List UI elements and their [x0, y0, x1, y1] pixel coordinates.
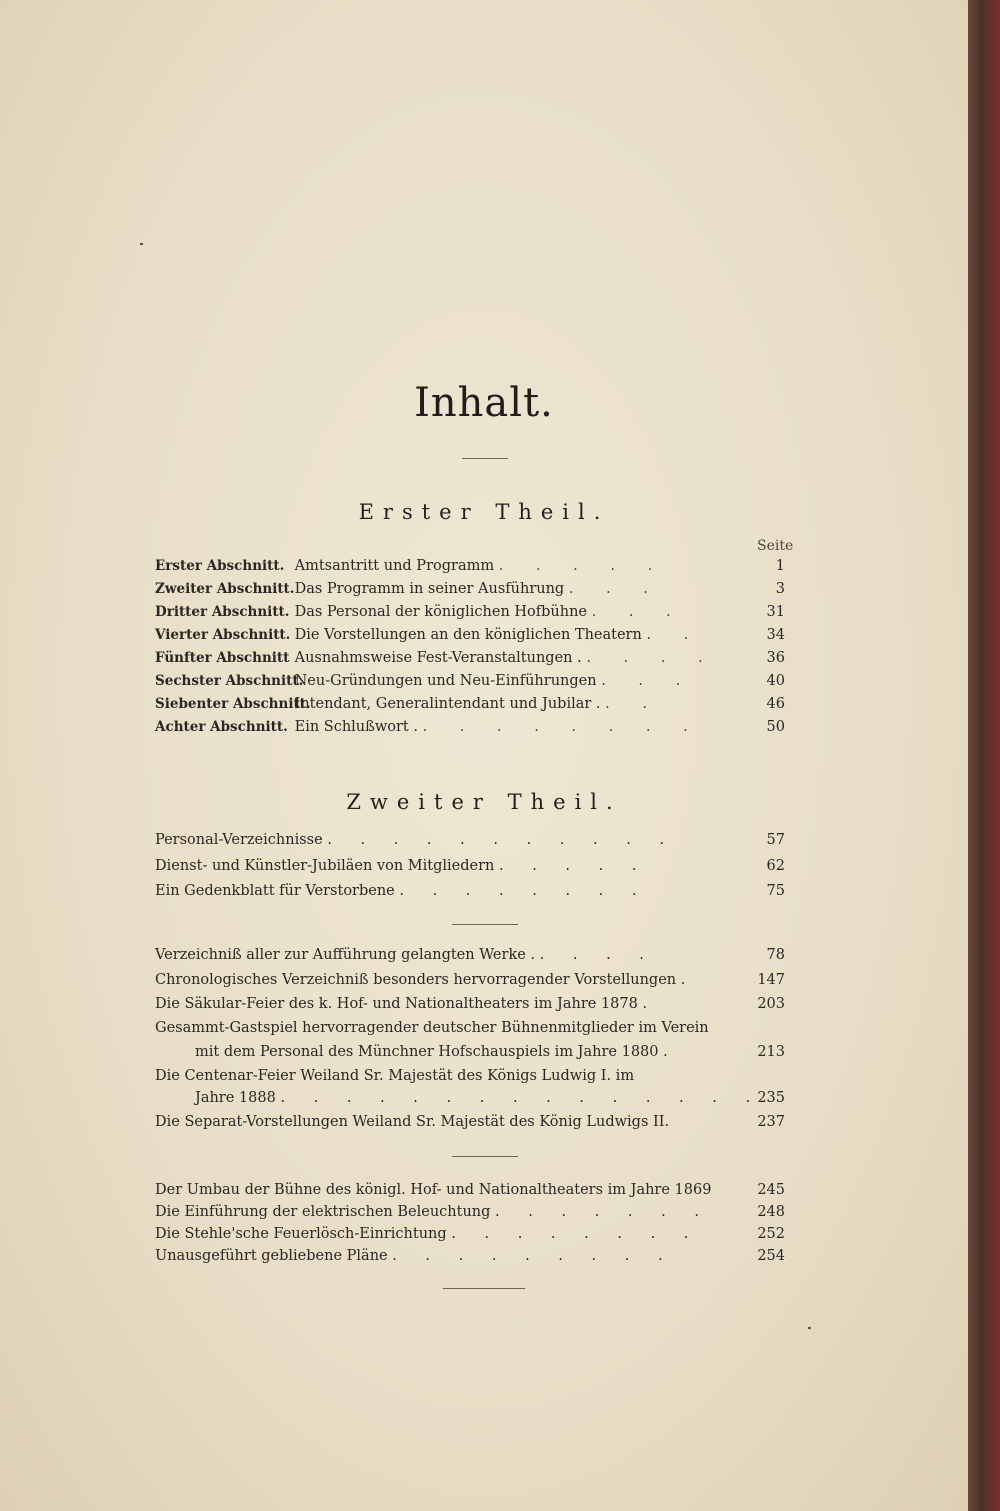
- section-title: Ein Schlußwort .: [294, 719, 418, 735]
- section-label: Vierter Abschnitt.: [155, 627, 291, 643]
- leader-dots: . . .: [568, 581, 662, 597]
- leader-dots: . . . . . . . .: [399, 883, 649, 899]
- toc-entry: [155, 969, 785, 991]
- toc-entry: [155, 647, 785, 669]
- book-spine-edge: [968, 0, 1000, 1511]
- closing-divider: [443, 1288, 525, 1289]
- page-number: 34: [766, 627, 785, 643]
- page-number: 252: [757, 1226, 785, 1242]
- entry-title: Chronologisches Verzeichniß besonders hervorragender Vorstellungen: [155, 972, 677, 988]
- toc-entry: [155, 1179, 785, 1201]
- entry-title: Jahre 1888: [195, 1090, 276, 1106]
- section-title: Neu-Gründungen und Neu-Einführungen: [294, 673, 597, 689]
- section-label: Zweiter Abschnitt.: [155, 581, 295, 597]
- entry-title: Verzeichniß aller zur Aufführung gelangten Werke .: [155, 947, 536, 963]
- toc-entry: [155, 624, 785, 646]
- leader-dots: . . . . .: [498, 858, 649, 874]
- page-number: 254: [757, 1248, 785, 1264]
- entry-title: Gesammt-Gastspiel hervorragender deutscher Bühnenmitglieder im Verein: [155, 1020, 709, 1036]
- page-number: 248: [757, 1204, 785, 1220]
- toc-entry: [155, 670, 785, 692]
- toc-entry: [155, 555, 785, 577]
- toc-entry: [155, 855, 785, 877]
- page-number: 237: [757, 1114, 785, 1130]
- part1-heading: Erster Theil.: [358, 500, 610, 524]
- page-number: 78: [766, 947, 785, 963]
- toc-entry: [155, 1245, 785, 1267]
- leader-dots: . . . . . . .: [495, 1204, 711, 1220]
- section-label: Siebenter Abschnitt.: [155, 696, 311, 712]
- page-number: 46: [766, 696, 785, 712]
- section-label: Dritter Abschnitt.: [155, 604, 290, 620]
- print-mark: [140, 243, 143, 245]
- leader-dots: .: [680, 972, 698, 988]
- leader-dots: . . . .: [586, 650, 717, 666]
- leader-dots: . . .: [601, 673, 695, 689]
- toc-entry: [155, 578, 785, 600]
- entry-title: Personal-Verzeichnisse: [155, 832, 323, 848]
- group-divider: [452, 924, 518, 925]
- page-number: 57: [766, 832, 785, 848]
- section-title: Intendant, Generalintendant und Jubilar .: [294, 696, 601, 712]
- entry-title: Der Umbau der Bühne des königl. Hof- und Nationaltheaters im Jahre 1869: [155, 1182, 712, 1198]
- page-number: 40: [766, 673, 785, 689]
- section-title: Die Vorstellungen an den königlichen Theatern: [294, 627, 642, 643]
- toc-entry: [155, 944, 785, 966]
- page-column-label: Seite: [757, 538, 794, 554]
- toc-entry-continuation: [155, 1041, 785, 1063]
- entry-title: Dienst- und Künstler-Jubiläen von Mitgliedern: [155, 858, 495, 874]
- section-label: Fünfter Abschnitt: [155, 650, 290, 666]
- entry-title: Ein Gedenkblatt für Verstorbene: [155, 883, 395, 899]
- section-label: Erster Abschnitt.: [155, 558, 285, 574]
- entry-title: Die Centenar-Feier Weiland Sr. Majestät des Königs Ludwig I. im: [155, 1068, 635, 1084]
- toc-entry: [155, 993, 785, 1015]
- leader-dots: .: [642, 996, 660, 1012]
- leader-dots: .: [663, 1044, 680, 1060]
- toc-entry: [155, 829, 785, 851]
- section-title: Das Programm in seiner Ausführung: [294, 581, 565, 597]
- page-title: Inhalt.: [414, 380, 554, 426]
- part2-heading: Zweiter Theil.: [346, 790, 622, 814]
- leader-dots: . . . . . . . . .: [392, 1248, 675, 1264]
- toc-entry: [155, 880, 785, 902]
- leader-dots: . . . . . . . .: [451, 1226, 701, 1242]
- section-label: Sechster Abschnitt.: [155, 673, 304, 689]
- page-number: 36: [766, 650, 785, 666]
- leader-dots: . . .: [591, 604, 685, 620]
- leader-dots: . .: [605, 696, 661, 712]
- section-label: Achter Abschnitt.: [155, 719, 288, 735]
- toc-entry: [155, 1201, 785, 1223]
- toc-entry: [155, 601, 785, 623]
- page-number: 3: [775, 581, 785, 597]
- entry-title: mit dem Personal des Münchner Hofschauspiels im Jahre 1880: [195, 1044, 659, 1060]
- entry-title: Unausgeführt gebliebene Pläne: [155, 1248, 388, 1264]
- title-divider: [462, 458, 508, 459]
- leader-dots: . .: [646, 627, 703, 643]
- page-number: 203: [757, 996, 785, 1012]
- entry-title: Die Stehle'sche Feuerlösch-Einrichtung: [155, 1226, 447, 1242]
- page-number: 50: [766, 719, 785, 735]
- page-number: 31: [766, 604, 785, 620]
- page-number: 62: [766, 858, 785, 874]
- entry-title: Die Einführung der elektrischen Beleuchtung: [155, 1204, 491, 1220]
- page-number: 235: [757, 1090, 785, 1106]
- print-mark: [808, 1327, 811, 1329]
- toc-entry: [155, 1017, 785, 1039]
- toc-entry: [155, 693, 785, 715]
- page-number: 147: [757, 972, 785, 988]
- section-title: Amtsantritt und Programm: [294, 558, 495, 574]
- toc-entry-continuation: [155, 1087, 785, 1109]
- toc-entry: [155, 1065, 785, 1087]
- group-divider: [452, 1156, 518, 1157]
- leader-dots: . . . .: [539, 947, 656, 963]
- leader-dots: . . . . . . . . . . .: [327, 832, 677, 848]
- page-number: 245: [757, 1182, 785, 1198]
- entry-title: Die Separat-Vorstellungen Weiland Sr. Majestät des König Ludwigs II.: [155, 1114, 670, 1130]
- section-title: Ausnahmsweise Fest-Veranstaltungen .: [294, 650, 582, 666]
- leader-dots: . . . . .: [498, 558, 667, 574]
- toc-entry: [155, 716, 785, 738]
- leader-dots: . . . . . . . . . . . . . . .: [280, 1090, 763, 1106]
- leader-dots: . . . . . . . .: [422, 719, 702, 735]
- toc-entry: [155, 1111, 785, 1133]
- page-number: 213: [757, 1044, 785, 1060]
- page-number: 1: [775, 558, 785, 574]
- page-number: 75: [766, 883, 785, 899]
- toc-entry: [155, 1223, 785, 1245]
- entry-title: Die Säkular-Feier des k. Hof- und Nationaltheaters im Jahre 1878: [155, 996, 638, 1012]
- section-title: Das Personal der königlichen Hofbühne: [294, 604, 588, 620]
